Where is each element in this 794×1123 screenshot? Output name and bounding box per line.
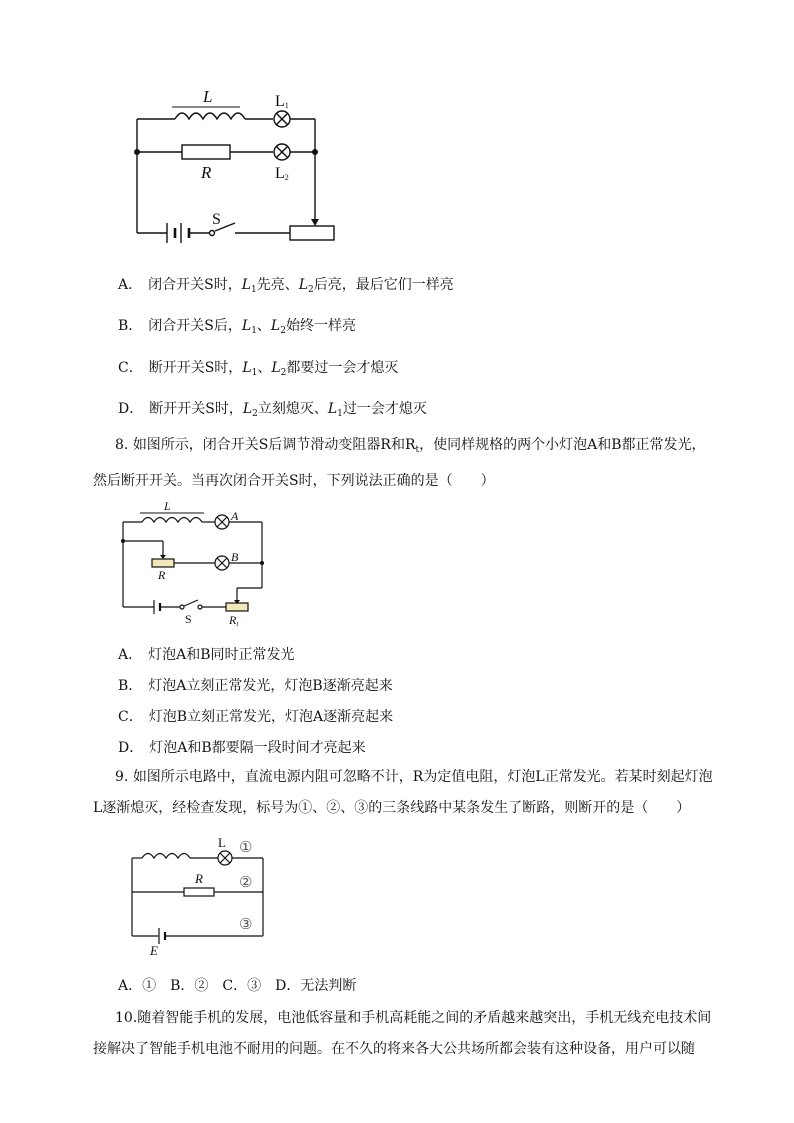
q8-option-c[interactable]: C． 灯泡B立刻正常发光，灯泡A逐渐亮起来 xyxy=(118,709,394,725)
fig3-label-2: ② xyxy=(239,875,253,891)
fig2-label-R: R xyxy=(158,568,166,582)
fig2-label-A: A xyxy=(231,509,239,523)
q7-option-d[interactable]: D． 断开开关S时，$L_2$立刻熄灭、$L_1$过一会才熄灭 xyxy=(118,401,427,419)
circuit-figure-3 xyxy=(120,832,280,962)
fig2-label-Rt: Rt xyxy=(229,613,239,628)
q9-options[interactable]: A．① B．② C．③ D．无法判断 xyxy=(118,978,357,994)
fig3-label-3: ③ xyxy=(239,917,253,933)
circuit-figure-1 xyxy=(125,85,355,255)
circuit-figure-2 xyxy=(112,498,282,628)
fig1-label-S: S xyxy=(212,211,221,228)
question-9-stem: 9. 如图所示电路中，直流电源内阻可忽略不计，R为定值电阻，灯泡L正常发光。若某时刻起灯泡L逐渐熄灭，经检查发现，标号为①、②、③的三条线路中某条发生了断路，则断开的是（ ） xyxy=(93,769,713,816)
q7-option-a[interactable]: A． 闭合开关S时，$L_1$先亮、$L_2$后亮，最后它们一样亮 xyxy=(118,277,454,295)
fig1-label-L: L xyxy=(203,87,213,106)
fig3-label-R: R xyxy=(195,871,203,886)
fig2-label-B: B xyxy=(231,550,239,564)
fig1-label-L2: L2 xyxy=(275,165,289,182)
question-8-stem: 8. 如图所示，闭合开关S后调节滑动变阻器R和$R_t$，使同样规格的两个小灯泡A和B都正常发光，然后断开开关。当再次闭合开关S时，下列说法正确的是（ ） xyxy=(93,437,706,489)
fig3-label-L: L xyxy=(218,835,226,850)
q7-option-b[interactable]: B． 闭合开关S后，$L_1$、$L_2$始终一样亮 xyxy=(118,318,356,336)
fig2-label-L: L xyxy=(164,499,171,513)
fig1-label-L1: L1 xyxy=(275,93,289,110)
fig1-label-R: R xyxy=(201,163,212,182)
q8-option-b[interactable]: B． 灯泡A立刻正常发光，灯泡B逐渐亮起来 xyxy=(118,678,393,694)
fig3-label-E: E xyxy=(150,943,158,958)
q8-option-a[interactable]: A． 灯泡A和B同时正常发光 xyxy=(118,647,295,663)
fig2-label-S: S xyxy=(185,612,192,626)
question-10-stem: 10.随着智能手机的发展，电池低容量和手机高耗能之间的矛盾越来越突出，手机无线充电技术间接解决了智能手机电池不耐用的问题。在不久的将来各大公共场所都会装有这种设备，用户可以随 xyxy=(93,1010,712,1057)
q7-option-c[interactable]: C． 断开开关S时，$L_1$、$L_2$都要过一会才熄灭 xyxy=(118,360,399,378)
fig3-label-1: ① xyxy=(239,840,253,856)
q8-option-d[interactable]: D． 灯泡A和B都要隔一段时间才亮起来 xyxy=(118,740,366,756)
